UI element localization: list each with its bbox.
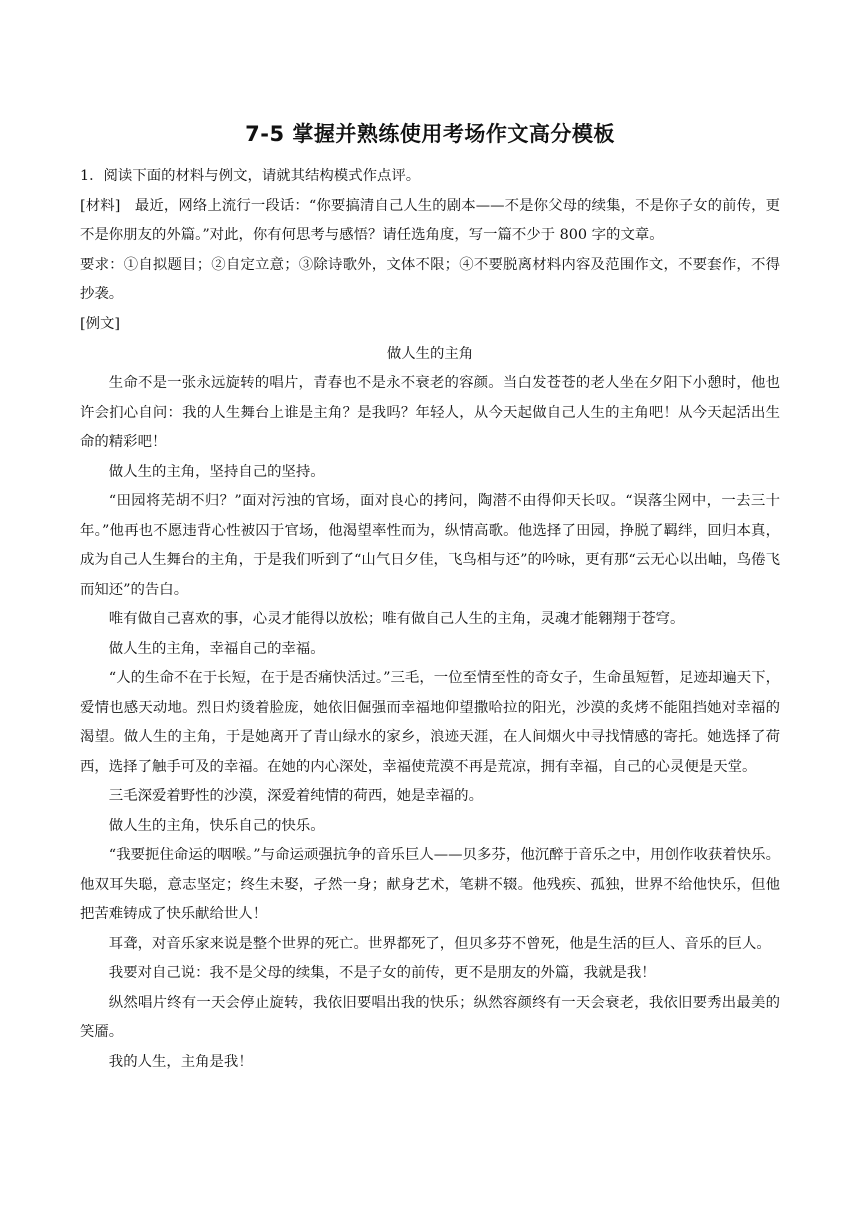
essay-paragraph-5: 做人生的主角，幸福自己的幸福。: [108, 640, 325, 657]
essay-paragraph-10: 耳聋，对音乐家来说是整个世界的死亡。世界都死了，但贝多芬不曾死，他是生活的巨人、音乐的巨人。: [108, 935, 771, 952]
essay-paragraph-6: “人的生命不在于长短，在于是否痛快活过。”三毛，一位至情至性的奇女子，生命虽短暂，足迹却遍天下，爱情也感天动地。烈日灼烫着脸庞，她依旧倔强而幸福地仰望撒哈拉的阳光，沙漠的炙烤不能阻挡她对幸福的渴望。做人生的主角，于是她离开了青山绿水的家乡，浪迹天涯，在人间烟火中寻找情感的寄托。她选择了荷西，选择了触手可及的幸福。在她的内心深处，幸福使荒漠不再是荒凉，拥有幸福，自己的心灵便是天堂。: [80, 670, 780, 775]
essay-paragraph-13: 我的人生，主角是我！: [108, 1053, 253, 1070]
essay-paragraph-9: “我要扼住命运的咽喉。”与命运顽强抗争的音乐巨人——贝多芬，他沉醉于音乐之中，用创作收获着快乐。他双耳失聪，意志坚定；终生未娶，孑然一身；献身艺术，笔耕不辍。他残疾、孤独，世界不给他快乐，但他把苦难铸成了快乐献给世人！: [80, 847, 780, 922]
essay-title: 做人生的主角: [386, 346, 474, 362]
essay-paragraph-3: “田园将芜胡不归？”面对污浊的官场，面对良心的拷问，陶潜不由得仰天长叹。“误落尘网中，一去三十年。”他再也不愿违背心性被囚于官场，他渴望率性而为，纵情高歌。他选择了田园，挣脱了羁绊，回归本真，成为自己人生舞台的主角，于是我们听到了“山气日夕佳，飞鸟相与还”的吟咏，更有那“云无心以出岫，鸟倦飞而知还”的告白。: [80, 493, 780, 598]
essay-paragraph-2: 做人生的主角，坚持自己的坚持。: [108, 463, 325, 480]
material-text: [材料] 最近，网络上流行一段话：“你要搞清自己人生的剧本——不是你父母的续集，不是你子女的前传，更不是你朋友的外篇。”对此，你有何思考与感悟？请任选角度，写一篇不少于 800 字的文章。: [80, 197, 780, 243]
essay-paragraph-12: 纵然唱片终有一天会停止旋转，我依旧要唱出我的快乐；纵然容颜终有一天会衰老，我依旧要秀出最美的笑靥。: [80, 994, 780, 1040]
example-label: [例文]: [80, 315, 121, 332]
question-prompt: 1．阅读下面的材料与例文，请就其结构模式作点评。: [80, 168, 421, 184]
essay-paragraph-1: 生命不是一张永远旋转的唱片，青春也不是永不衰老的容颜。当白发苍苍的老人坐在夕阳下小憩时，他也许会扪心自问：我的人生舞台上谁是主角？是我吗？年轻人，从今天起做自己人生的主角吧！从今天起活出生命的精彩吧！: [80, 375, 780, 450]
essay-paragraph-11: 我要对自己说：我不是父母的续集，不是子女的前传，更不是朋友的外篇，我就是我！: [108, 965, 656, 981]
essay-paragraph-7: 三毛深爱着野性的沙漠，深爱着纯情的荷西，她是幸福的。: [108, 788, 483, 804]
essay-paragraph-8: 做人生的主角，快乐自己的快乐。: [108, 817, 325, 834]
requirements-text: 要求：①自拟题目；②自定立意；③除诗歌外，文体不限；④不要脱离材料内容及范围作文，不要套作，不得抄袭。: [80, 256, 780, 302]
essay-paragraph-4: 唯有做自己喜欢的事，心灵才能得以放松；唯有做自己人生的主角，灵魂才能翱翔于苍穹。: [108, 611, 685, 627]
document-title: 7-5 掌握并熟练使用考场作文高分模板: [245, 122, 615, 146]
